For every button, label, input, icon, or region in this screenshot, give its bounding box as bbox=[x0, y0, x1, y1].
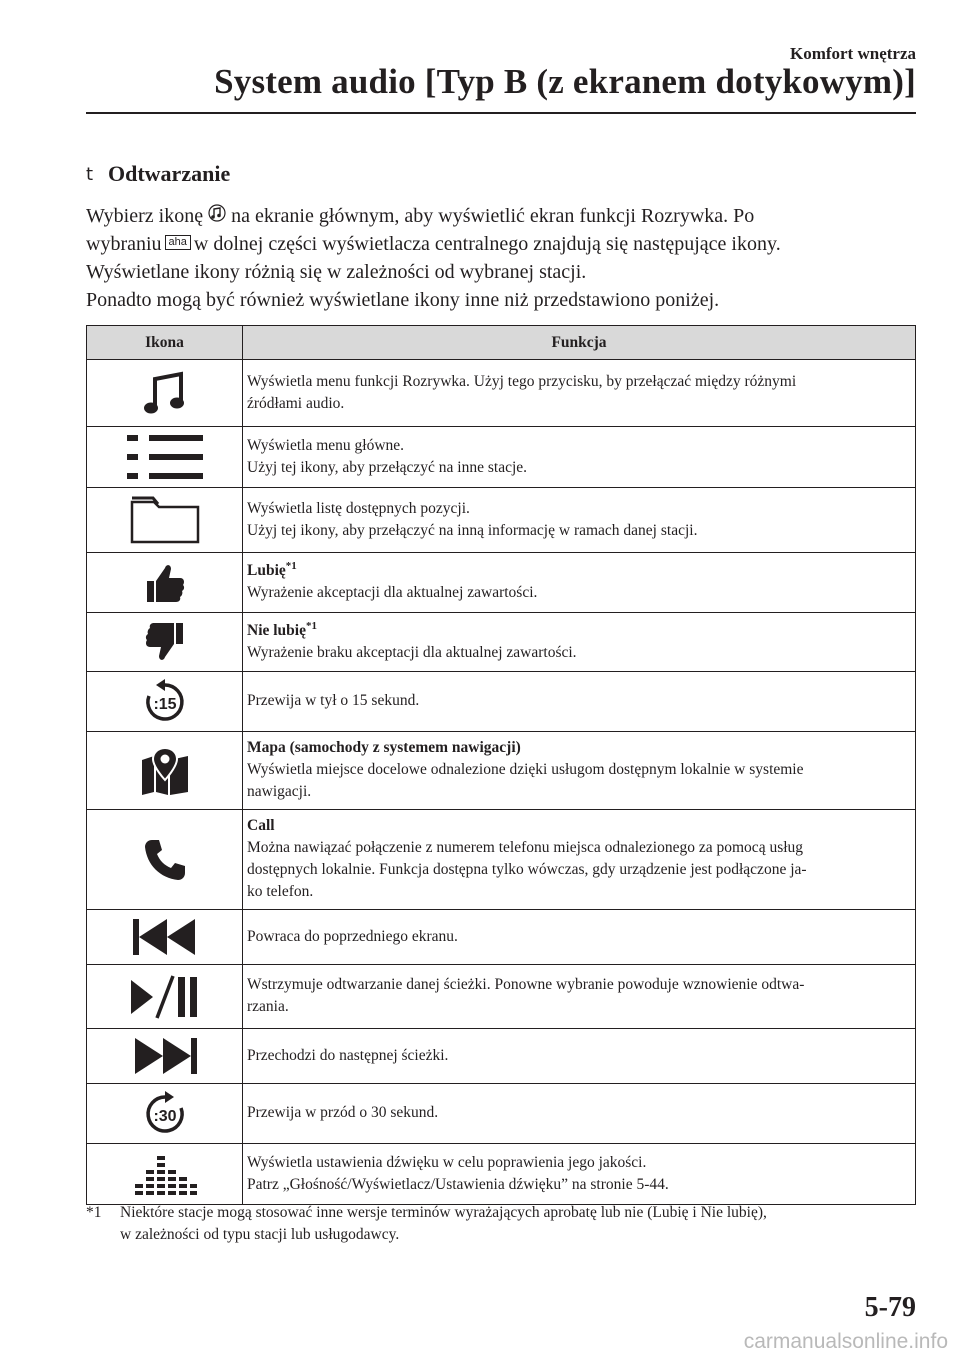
thumbs-down-icon bbox=[87, 613, 243, 672]
rewind-15-label: :15 bbox=[152, 695, 177, 713]
equalizer-bar-segment bbox=[157, 1191, 165, 1195]
equalizer-bar-segment bbox=[168, 1170, 176, 1174]
icon-function-table bbox=[86, 325, 916, 1205]
description-line: źródłami audio. bbox=[247, 394, 345, 412]
equalizer-bar-segment bbox=[146, 1170, 154, 1174]
column-header-icon: Ikona bbox=[87, 326, 243, 360]
equalizer-bar-segment bbox=[190, 1184, 197, 1188]
music-note-icon bbox=[87, 360, 243, 427]
description-line: rzania. bbox=[247, 998, 289, 1015]
page-title: System audio [Typ B (z ekranem dotykowym)] bbox=[214, 62, 916, 101]
table-row bbox=[87, 965, 916, 1029]
function-description bbox=[243, 810, 916, 910]
equalizer-bar-segment bbox=[146, 1191, 154, 1195]
table-row bbox=[87, 672, 916, 732]
table-row bbox=[87, 360, 916, 427]
description-title: Mapa (samochody z systemem nawigacji) bbox=[247, 739, 521, 756]
function-description bbox=[243, 488, 916, 553]
function-description bbox=[243, 672, 916, 732]
description-line: Wyrażenie akceptacji dla aktualnej zawartości. bbox=[247, 584, 538, 601]
rewind-15-icon bbox=[87, 672, 243, 732]
footnote-line: w zależności od typu stacji lub usługodawcy. bbox=[120, 1226, 400, 1243]
description-line: ko telefon. bbox=[247, 883, 314, 900]
bullet-marker: t bbox=[86, 163, 94, 185]
description-line: Przechodzi do następnej ścieżki. bbox=[247, 1046, 449, 1064]
equalizer-bar-segment bbox=[157, 1184, 165, 1188]
thumbs-up-icon bbox=[87, 553, 243, 613]
function-description bbox=[243, 360, 916, 427]
function-description bbox=[243, 1029, 916, 1084]
footnote-ref: *1 bbox=[285, 559, 297, 572]
intro-paragraph bbox=[86, 202, 921, 314]
description-line: Można nawiązać połączenie z numerem telefonu miejsca odnalezionego za pomocą usług bbox=[247, 839, 804, 856]
equalizer-bar-segment bbox=[157, 1177, 165, 1181]
function-description bbox=[243, 553, 916, 613]
table-row bbox=[87, 1084, 916, 1144]
list-menu-icon bbox=[87, 427, 243, 488]
function-description bbox=[243, 427, 916, 488]
description-line: nawigacji. bbox=[247, 783, 312, 800]
header-divider bbox=[86, 112, 916, 114]
forward-30-label: :30 bbox=[152, 1107, 177, 1125]
function-description bbox=[243, 732, 916, 810]
forward-30-icon bbox=[87, 1084, 243, 1144]
function-description bbox=[243, 965, 916, 1029]
map-pin-icon bbox=[87, 732, 243, 810]
description-line: Patrz „Głośność/Wyświetlacz/Ustawienia dźwięku” na stronie 5-44. bbox=[247, 1175, 669, 1193]
subsection-heading bbox=[86, 161, 230, 187]
description-line: Wyświetla miejsce docelowe odnalezione dzięki usługom dostępnym lokalnie w systemie bbox=[247, 761, 804, 778]
description-title: Call bbox=[247, 817, 275, 834]
function-description bbox=[243, 910, 916, 965]
equalizer-bar-segment bbox=[135, 1191, 143, 1195]
intro-line-3: Wyświetlane ikony różnią się w zależności od wybranej stacji. bbox=[86, 261, 587, 283]
equalizer-bar-segment bbox=[135, 1184, 143, 1188]
aha-icon: aha bbox=[165, 235, 191, 250]
footnote-text bbox=[120, 1202, 767, 1246]
description-line: Użyj tej ikony, aby przełączyć na inną informację w ramach danej stacji. bbox=[247, 521, 698, 539]
function-description bbox=[243, 1144, 916, 1205]
function-description bbox=[243, 1084, 916, 1144]
table-row bbox=[87, 613, 916, 672]
table-header-row bbox=[87, 326, 916, 360]
page-number: 5-79 bbox=[864, 1292, 916, 1323]
intro-line-2a: wybraniu bbox=[86, 233, 162, 255]
equalizer-bar-segment bbox=[179, 1177, 187, 1181]
equalizer-bar-segment bbox=[190, 1191, 197, 1195]
table-row bbox=[87, 553, 916, 613]
equalizer-bar-segment bbox=[157, 1163, 165, 1167]
equalizer-bar-segment bbox=[168, 1191, 176, 1195]
description-line: Wyświetla listę dostępnych pozycji. bbox=[247, 499, 470, 517]
skip-next-icon bbox=[87, 1029, 243, 1084]
description-line: Powraca do poprzedniego ekranu. bbox=[247, 927, 458, 945]
column-header-function: Funkcja bbox=[243, 326, 916, 360]
equalizer-bar-segment bbox=[146, 1177, 154, 1181]
equalizer-bar-segment bbox=[168, 1184, 176, 1188]
equalizer-bar-segment bbox=[179, 1184, 187, 1188]
description-title bbox=[247, 620, 907, 642]
table-row bbox=[87, 810, 916, 910]
description-line: Przewija w tył o 15 sekund. bbox=[247, 692, 420, 709]
intro-line-2b: w dolnej części wyświetlacza centralnego znajdują się następujące ikony. bbox=[193, 233, 781, 255]
footnote-line: Niektóre stacje mogą stosować inne wersje terminów wyrażających aprobatę lub nie (Lubię i Nie lubię), bbox=[120, 1204, 767, 1221]
description-line: dostępnych lokalnie. Funkcja dostępna tylko wówczas, gdy urządzenie jest podłączone ja- bbox=[247, 861, 807, 878]
description-line: Przewija w przód o 30 sekund. bbox=[247, 1104, 439, 1121]
table-row bbox=[87, 488, 916, 553]
equalizer-bar-segment bbox=[168, 1177, 176, 1181]
description-line: Wyświetla menu funkcji Rozrywka. Użyj tego przycisku, by przełączać między różnymi bbox=[247, 372, 797, 390]
music-note-icon bbox=[208, 204, 226, 224]
footnote-mark: *1 bbox=[86, 1204, 102, 1221]
title-text: Nie lubię bbox=[247, 621, 306, 639]
footnote-ref: *1 bbox=[306, 619, 317, 632]
folder-icon bbox=[87, 488, 243, 553]
intro-line-1b: na ekranie głównym, aby wyświetlić ekran funkcji Rozrywka. Po bbox=[231, 205, 755, 227]
intro-line-1a: Wybierz ikonę bbox=[86, 205, 204, 227]
equalizer-bar-segment bbox=[179, 1191, 187, 1195]
description-line: Wyświetla menu główne. bbox=[247, 436, 405, 454]
description-line: Wstrzymuje odtwarzanie danej ścieżki. Ponowne wybranie powoduje wznowienie odtwa- bbox=[247, 976, 805, 993]
equalizer-bar-segment bbox=[157, 1170, 165, 1174]
phone-icon bbox=[87, 810, 243, 910]
equalizer-icon bbox=[87, 1144, 243, 1205]
table-row bbox=[87, 910, 916, 965]
equalizer-bar-segment bbox=[146, 1184, 154, 1188]
function-description bbox=[243, 613, 916, 672]
description-title bbox=[247, 560, 907, 582]
footnote bbox=[86, 1202, 926, 1246]
title-text: Lubię bbox=[247, 562, 286, 579]
description-line: Wyświetla ustawienia dźwięku w celu poprawienia jego jakości. bbox=[247, 1153, 647, 1171]
table-row bbox=[87, 1029, 916, 1084]
table-row bbox=[87, 732, 916, 810]
description-line: Wyrażenie braku akceptacji dla aktualnej zawartości. bbox=[247, 643, 577, 661]
table-row bbox=[87, 1144, 916, 1205]
equalizer-bar-segment bbox=[157, 1156, 165, 1160]
skip-previous-icon bbox=[87, 910, 243, 965]
subsection-heading-text: Odtwarzanie bbox=[108, 161, 231, 186]
description-line: Użyj tej ikony, aby przełączyć na inne stacje. bbox=[247, 458, 528, 476]
intro-line-4: Ponadto mogą być również wyświetlane ikony inne niż przedstawiono poniżej. bbox=[86, 289, 720, 311]
watermark: carmanualsonline.info bbox=[743, 1330, 948, 1353]
play-pause-icon bbox=[87, 965, 243, 1029]
section-title: Komfort wnętrza bbox=[789, 44, 916, 63]
table-row bbox=[87, 427, 916, 488]
